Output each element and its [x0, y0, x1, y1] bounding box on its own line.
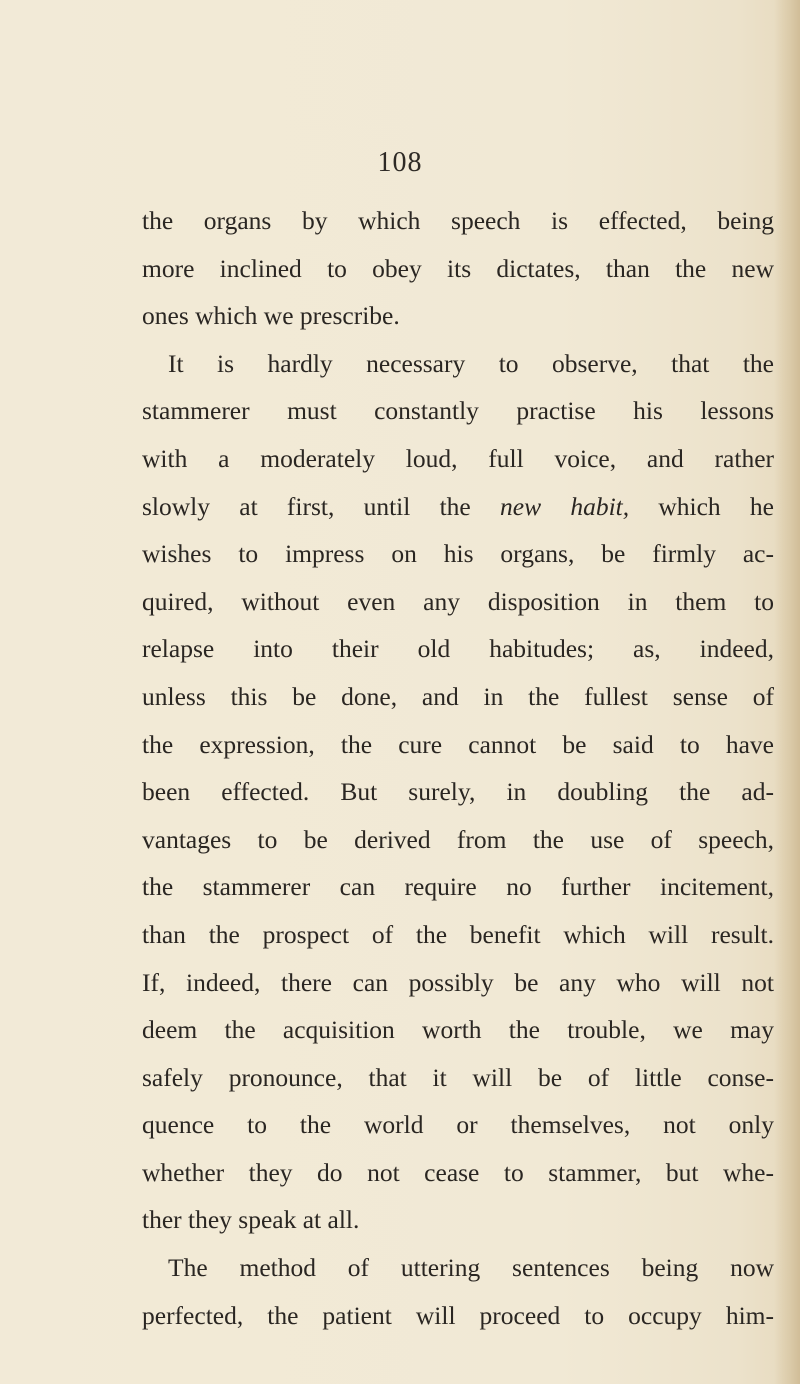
text-run: slowly at first, until the: [142, 491, 500, 521]
text-line: ther they speak at all.: [142, 1205, 360, 1235]
text-line: more inclined to obey its dictates, than the new: [142, 253, 774, 283]
page-number: 108: [377, 147, 423, 178]
text-line: quence to the world or themselves, not only: [142, 1110, 774, 1140]
text-line: been effected. But surely, in doubling the ad-: [142, 777, 774, 807]
text-line: quired, without even any disposition in them to: [142, 586, 774, 616]
text-line: [142, 483, 774, 531]
text-line: whether they do not cease to stammer, but whe-: [142, 1157, 774, 1187]
text-line: perfected, the patient will proceed to occupy him-: [142, 1300, 774, 1330]
text-line: vantages to be derived from the use of speech,: [142, 824, 774, 854]
text-line: wishes to impress on his organs, be firmly ac-: [142, 539, 774, 569]
text-line: stammerer must constantly practise his lessons: [142, 396, 774, 426]
text-line: than the prospect of the benefit which will result.: [142, 919, 774, 949]
text-line: with a moderately loud, full voice, and rather: [142, 443, 774, 473]
text-line: The method of uttering sentences being now: [168, 1253, 774, 1283]
body-text: [142, 197, 774, 1339]
text-line: relapse into their old habitudes; as, indeed,: [142, 634, 774, 664]
text-line: deem the acquisition worth the trouble, we may: [142, 1015, 774, 1045]
text-line: safely pronounce, that it will be of little conse-: [142, 1062, 774, 1092]
text-line: unless this be done, and in the fullest sense of: [142, 681, 774, 711]
page-edge-shadow: [774, 0, 800, 1384]
text-line: the expression, the cure cannot be said to have: [142, 729, 774, 759]
text-line: ones which we prescribe.: [142, 301, 400, 331]
text-run: which he: [629, 491, 774, 521]
text-line: the organs by which speech is effected, being: [142, 206, 774, 235]
text-line: If, indeed, there can possibly be any who will not: [142, 967, 774, 997]
text-line: It is hardly necessary to observe, that the: [168, 348, 774, 378]
text-line: the stammerer can require no further incitement,: [142, 872, 774, 902]
italic-phrase: new habit,: [500, 491, 630, 521]
